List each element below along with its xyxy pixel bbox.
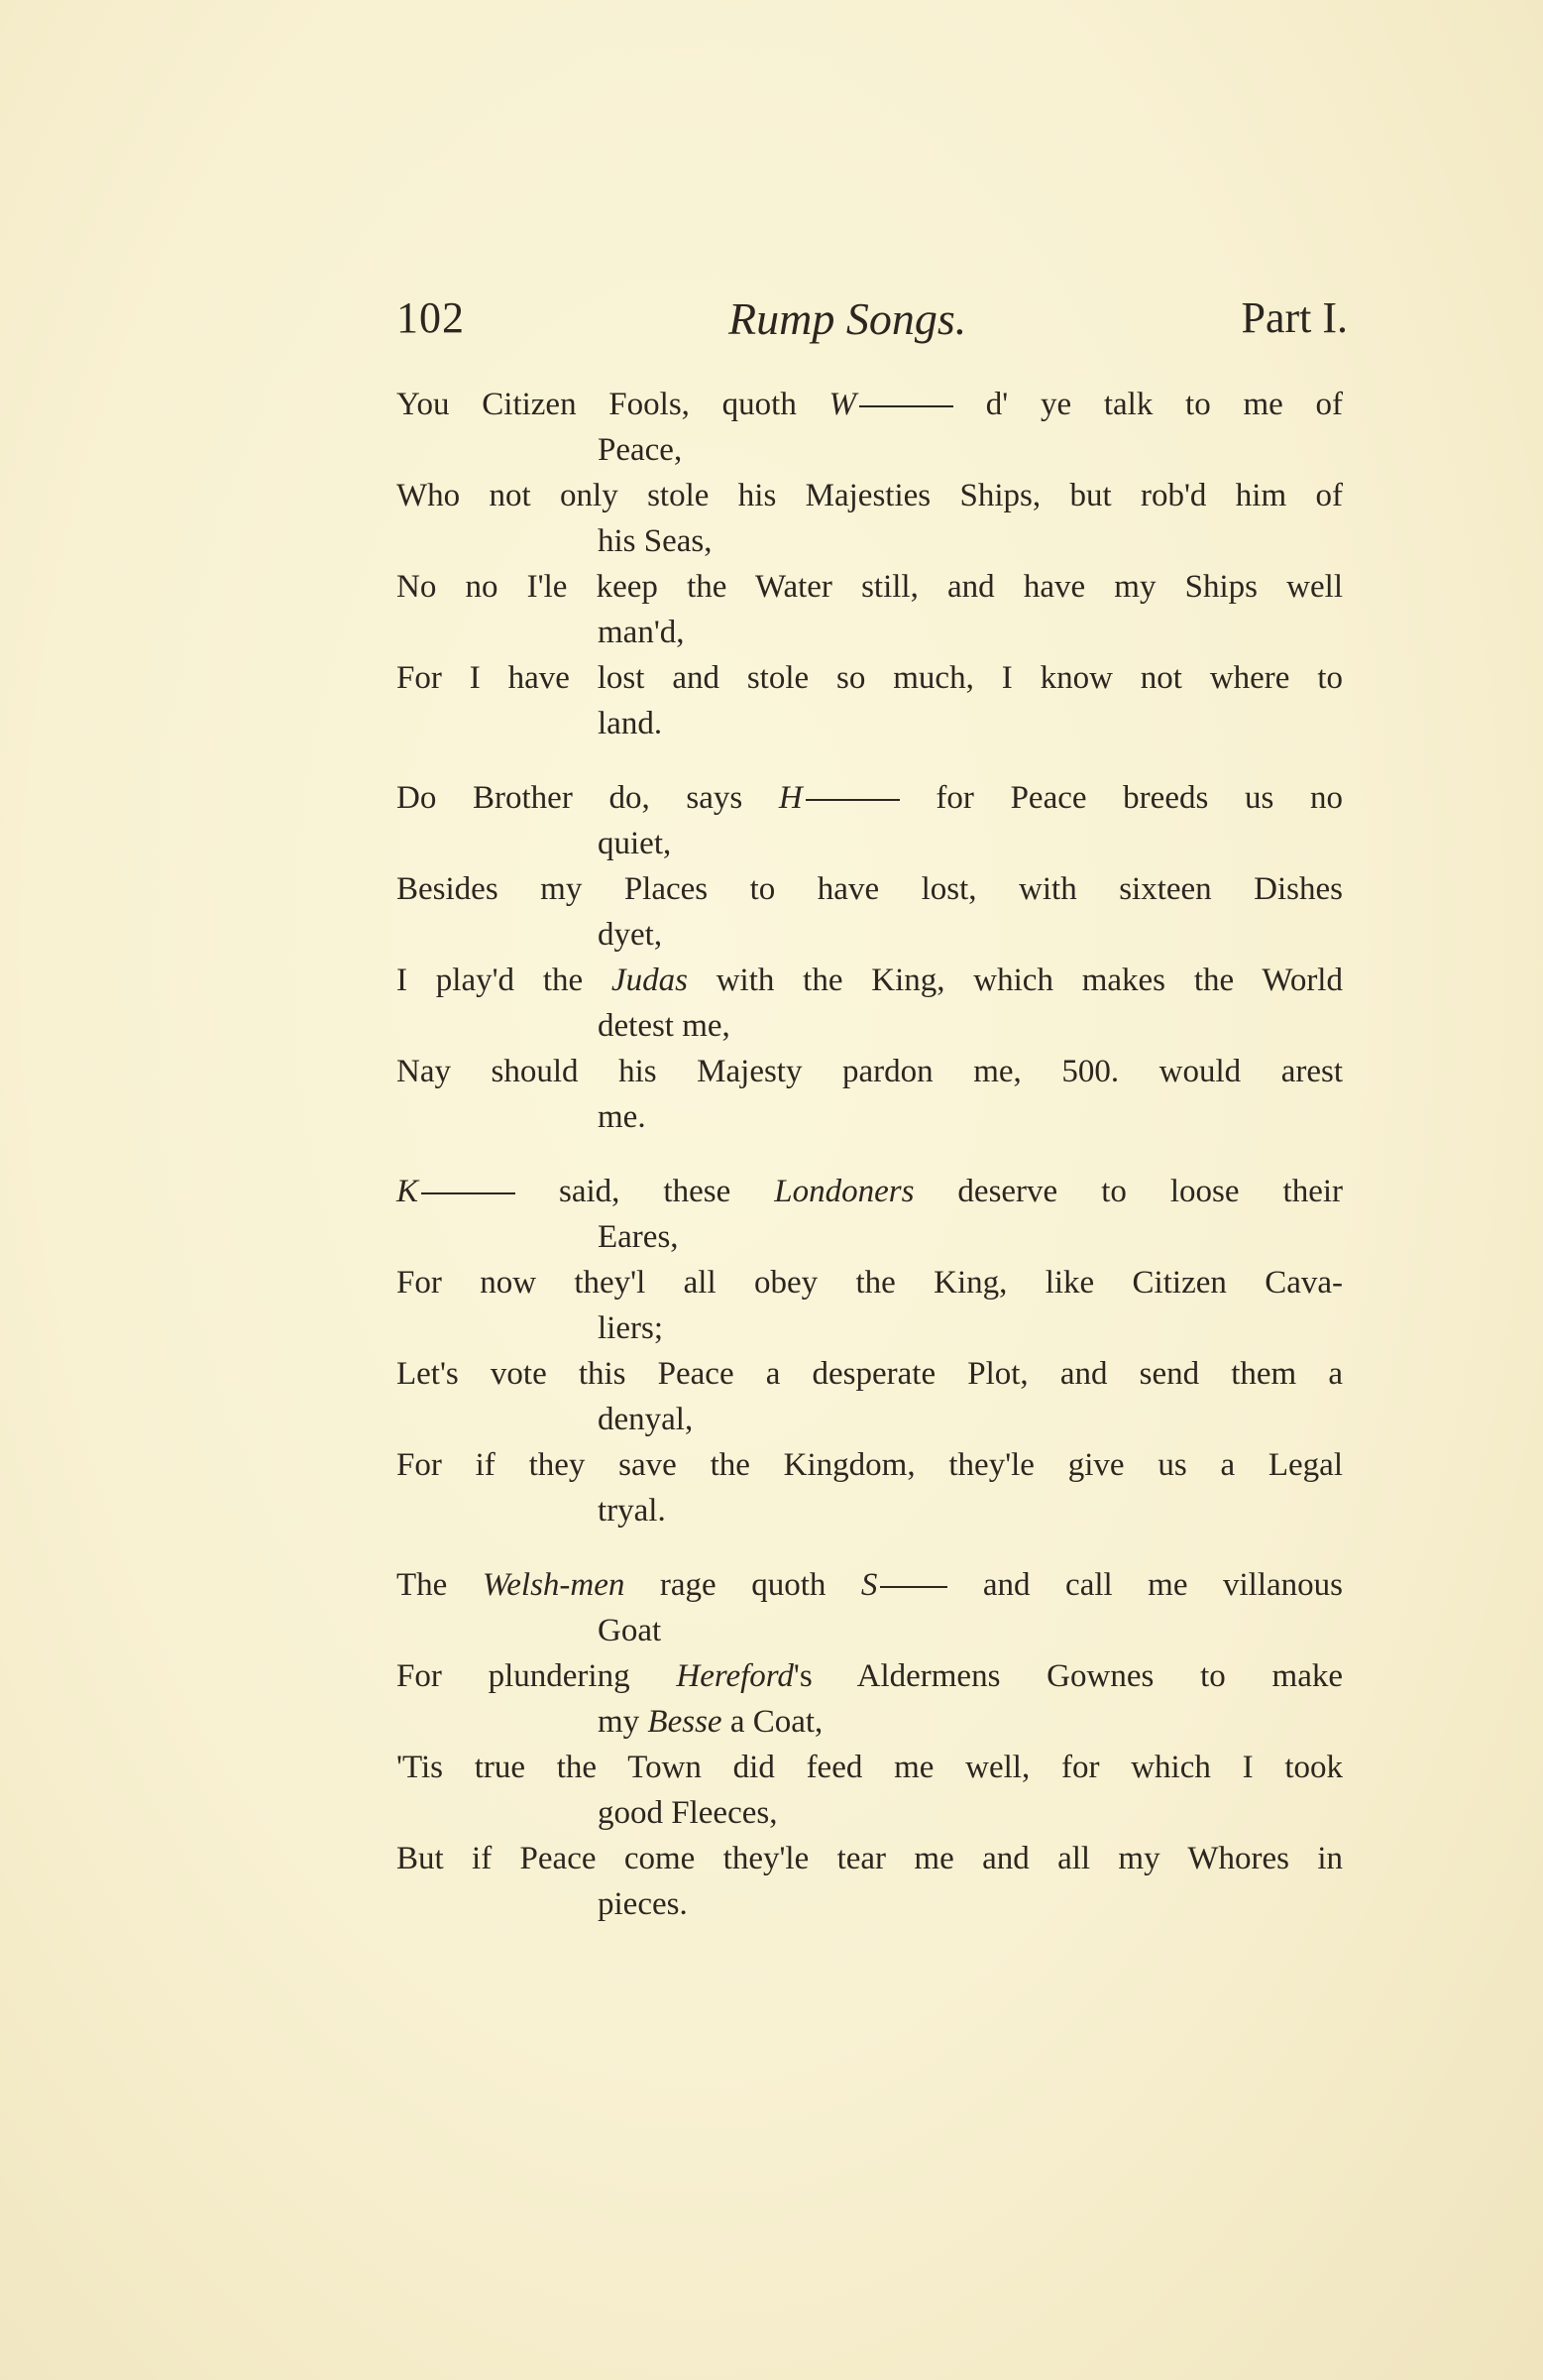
verse-continuation: land. <box>598 706 663 741</box>
abbreviated-name: W <box>828 387 857 422</box>
poem-body <box>396 382 1343 1956</box>
italic-name: Besse <box>647 1704 722 1740</box>
abbreviated-name: H <box>778 780 803 816</box>
verse-line: Besides my Places to have lost, with sixteen Dishes <box>396 871 1343 907</box>
verse-line: Let's vote this Peace a desperate Plot, and send them a <box>396 1356 1343 1392</box>
page-number: 102 <box>396 293 465 342</box>
italic-name: Hereford <box>676 1658 794 1694</box>
verse-continuation: my Besse a Coat, <box>598 1704 824 1740</box>
verse-continuation: pieces. <box>598 1886 688 1922</box>
verse-line: No no I'le keep the Water still, and have my Ships well <box>396 569 1343 605</box>
name-dash <box>880 1586 947 1588</box>
verse-line: For now they'l all obey the King, like Citizen Cava- <box>396 1265 1343 1301</box>
italic-name: Judas <box>610 963 688 998</box>
verse-line: For plundering Hereford's Aldermens Gownes to make <box>396 1658 1343 1694</box>
verse-continuation: Goat <box>598 1613 662 1648</box>
abbreviated-name: K <box>396 1174 419 1209</box>
verse-line: The Welsh-men rage quoth S and call me villanous <box>396 1567 1344 1603</box>
verse-line: I play'd the Judas with the King, which makes the World <box>396 963 1343 998</box>
verse-continuation: denyal, <box>598 1402 694 1437</box>
verse-continuation: dyet, <box>598 917 663 953</box>
stanza-1 <box>396 382 1343 746</box>
abbreviated-name: S <box>860 1567 878 1603</box>
verse-line: But if Peace come they'le tear me and all my Whores in <box>396 1841 1343 1876</box>
verse-continuation: man'd, <box>598 615 685 650</box>
italic-name: Welsh-men <box>482 1567 625 1603</box>
verse-continuation: tryal. <box>598 1493 666 1529</box>
stanza-4 <box>396 1562 1343 1927</box>
verse-continuation: me. <box>598 1099 646 1135</box>
verse-continuation: Eares, <box>598 1219 679 1255</box>
verse-line: 'Tis true the Town did feed me well, for which I took <box>396 1750 1343 1785</box>
verse-continuation: good Fleeces, <box>598 1795 778 1831</box>
verse-line: K said, these Londoners deserve to loose their <box>396 1174 1343 1209</box>
verse-continuation: liers; <box>598 1310 663 1346</box>
italic-name: Londoners <box>774 1174 915 1209</box>
running-title: Rump Songs. <box>728 293 967 344</box>
stanza-2 <box>396 775 1343 1140</box>
stanza-3 <box>396 1169 1343 1533</box>
verse-line: For if they save the Kingdom, they'le give us a Legal <box>396 1447 1343 1483</box>
verse-line: For I have lost and stole so much, I know not where to <box>396 660 1343 696</box>
verse-continuation: detest me, <box>598 1008 730 1044</box>
verse-line: Do Brother do, says H for Peace breeds us no <box>396 780 1343 816</box>
name-dash <box>421 1192 515 1194</box>
verse-line: Who not only stole his Majesties Ships, but rob'd him of <box>396 478 1343 513</box>
running-head <box>396 292 1348 352</box>
verse-continuation: quiet, <box>598 826 672 861</box>
name-dash <box>859 405 953 407</box>
verse-line: You Citizen Fools, quoth W d' ye talk to me of <box>396 387 1343 422</box>
verse-continuation: his Seas, <box>598 523 713 559</box>
verse-line: Nay should his Majesty pardon me, 500. would arest <box>396 1054 1343 1089</box>
verse-continuation: Peace, <box>598 432 683 468</box>
name-dash <box>806 799 900 801</box>
part-label: Part I. <box>1241 293 1348 342</box>
